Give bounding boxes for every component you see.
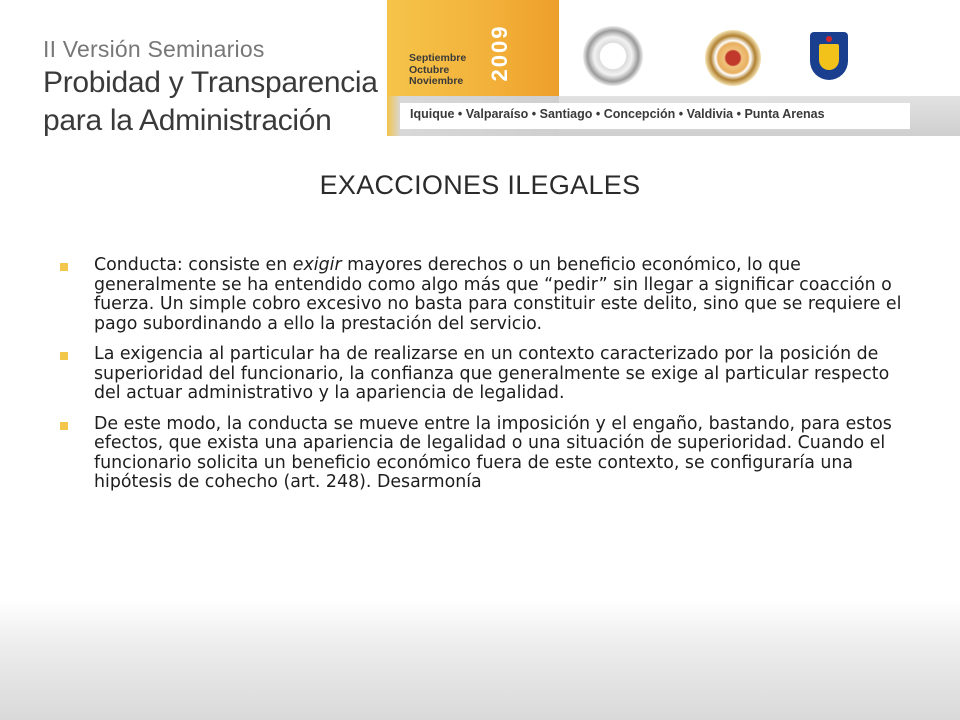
banner-months [409,53,466,88]
bullet-item [58,256,908,334]
month-label: Noviembre [409,75,464,87]
shield-crest-inner [819,44,839,70]
bullet-list [58,256,908,504]
footer-gradient [0,600,960,720]
banner-cities: Iquique • Valparaíso • Santiago • Concepción • Valdivia • Punta Arenas [410,107,825,121]
month-label: Octubre [409,63,450,76]
bullet-item [58,415,908,493]
bullet-text: Conducta: consiste en [94,255,293,275]
slide-title: EXACCIONES ILEGALES [319,170,641,200]
month-label: Septiembre [409,52,467,64]
bullet-marker-icon [60,422,68,430]
bullet-emphasis: exigir [292,255,342,275]
banner-year: 2009 [487,24,512,82]
header-title-line1: Probidad y Transparencia [43,66,378,99]
bullet-text: mayores derechos o un beneficio económico, lo que generalmente se ha entendido como algo más que “pedir” sin llegar a significar coacción o fuerza. Un simple cobro excesivo no basta para constituir este delito, sino que se requiere el pago subordinando a ello la prestación del servicio. [94,255,902,334]
bullet-text: De este modo, la conducta se mueve entre la imposición y el engaño, bastando, para estos efectos, que exista una apariencia de legalidad o una situación de superioridad. Cuando el funcionario solicita un beneficio económico fuera de este contexto, se configuraría una hipótesis de cohecho (art. 248). Desarmonía [94,413,892,492]
bullet-marker-icon [60,263,68,271]
header-subtitle: II Versión Seminarios [43,36,265,62]
bullet-marker-icon [60,352,68,360]
shield-crest-dot [826,36,832,42]
bullet-item [58,345,908,404]
contraloria-seal-icon [583,26,643,86]
header-title-line2: para la Administración [43,104,332,137]
bullet-text: La exigencia al particular ha de realizarse en un contexto caracterizado por la posición de superioridad del funcionario, la confianza que generalmente se exige al particular respecto del actuar administrativo y la apariencia de legalidad. [94,344,890,403]
university-seal-icon [705,30,761,86]
